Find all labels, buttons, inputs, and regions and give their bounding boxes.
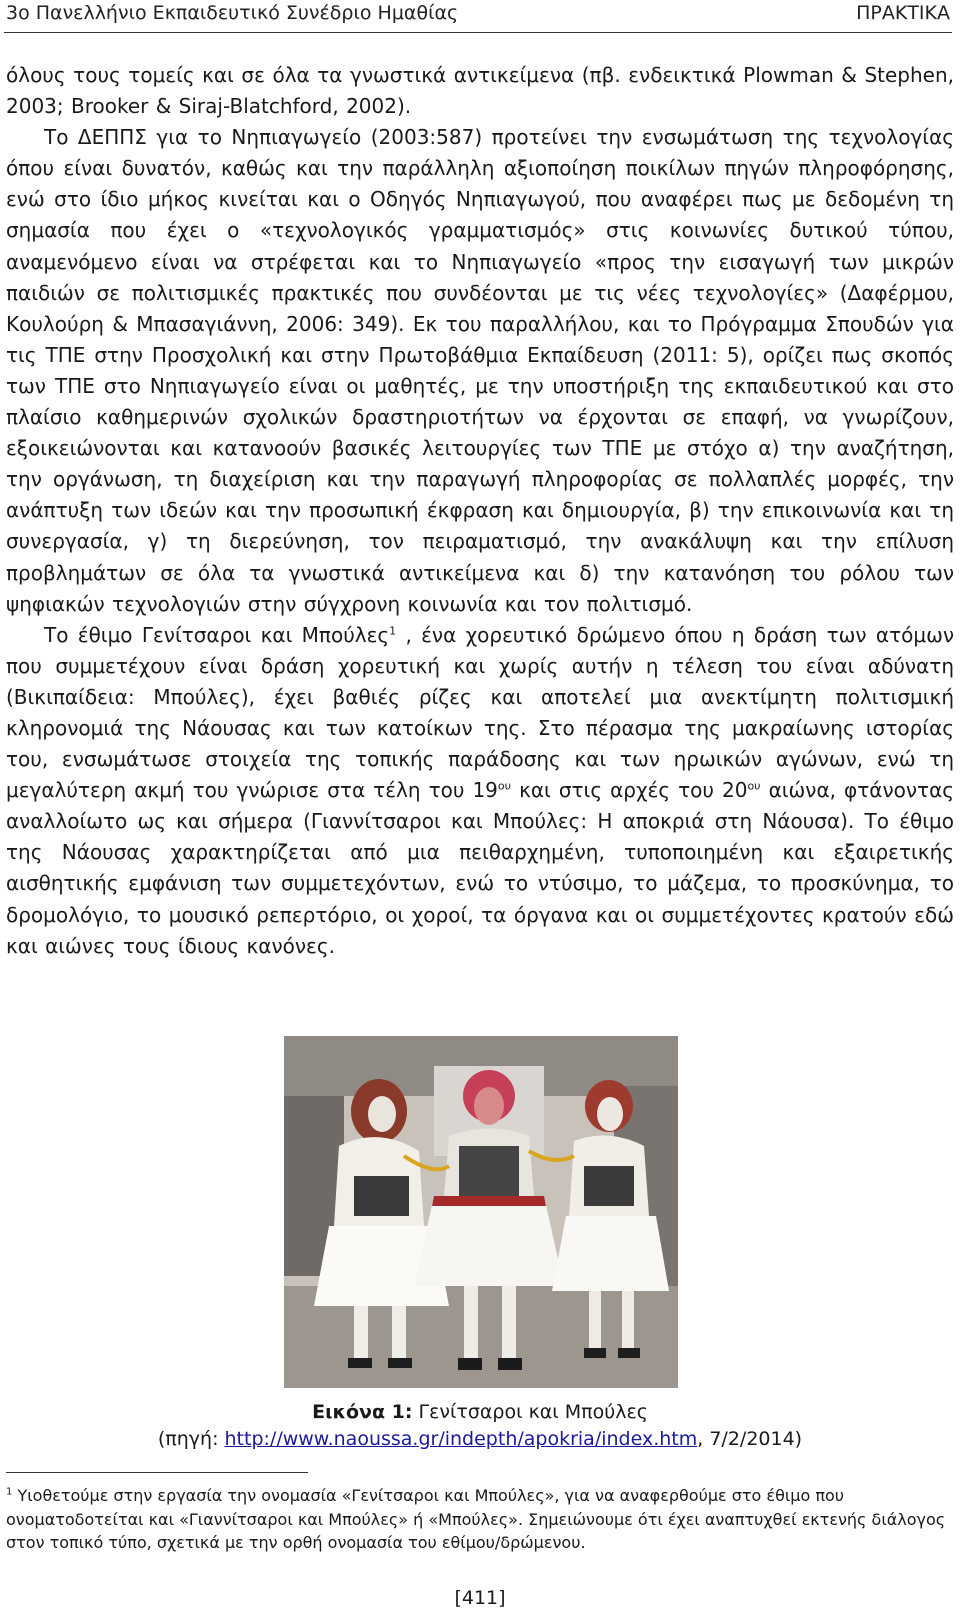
header-section-label: ΠΡΑΚΤΙΚΑ xyxy=(856,2,950,24)
caption-source-date: , 7/2/2014) xyxy=(697,1428,803,1450)
source-link[interactable]: http://www.naoussa.gr/indepth/apokria/index.htm xyxy=(224,1428,698,1450)
footnote-reference[interactable]: 1 xyxy=(389,624,397,638)
paragraph-3-text-a: Το έθιμο Γενίτσαροι και Μπούλες xyxy=(44,622,390,647)
ordinal-suffix: ου xyxy=(747,779,761,793)
footnote-divider xyxy=(6,1472,308,1473)
paragraph-3-text-c: και στις αρχές του 20 xyxy=(511,778,748,803)
main-text xyxy=(6,60,954,962)
paragraph-3 xyxy=(6,620,954,962)
caption-label: Εικόνα 1: xyxy=(312,1401,413,1423)
photo-illustration xyxy=(284,1036,678,1388)
paragraph-3-text-d: αιώνα, φτάνοντας αναλλοίωτο ως και σήμερα (Γιαννίτσαροι και Μπούλες: Η αποκριά στη Νάουσα). Το έθιμο της Νάουσας χαρακτηρίζεται από μια πειθαρχημένη, τυποποιημένη και εξαιρετικής αισθητικής εμφάνιση των συμμετεχόντων, ενώ το ντύσιμο, το μάζεμα, το προσκύνημα, το δρομολόγιο, το μουσικό ρεπερτόριο, οι χοροί, τα όργανα και οι συμμετέχοντες κρατούν εδώ και αιώνες τους ίδιους κανόνες. xyxy=(6,778,955,958)
caption-source-prefix: (πηγή: xyxy=(157,1428,225,1450)
figure-photo-genitsaroi xyxy=(284,1036,678,1388)
caption-title: Γενίτσαροι και Μπούλες xyxy=(412,1401,648,1423)
ordinal-suffix: ου xyxy=(497,779,512,793)
footnote-number: 1 xyxy=(6,1486,13,1498)
header-divider xyxy=(4,32,952,33)
caption-source-line xyxy=(0,1426,960,1453)
footnote-text: Υιοθετούμε στην εργασία την ονομασία «Γενίτσαροι και Μπούλες», για να αναφερθούμε στο έθιμο που ονοματοδοτείται και «Γιαννίτσαροι και Μπούλες» ή «Μπούλες». Σημειώνουμε ότι έχει αναπτυχθεί εκτενής διάλογος στον τοπικό τύπο, σχετικά με την ορθή ονομασία του εθίμου/δρώμενου. xyxy=(6,1486,946,1552)
caption-title-line xyxy=(0,1399,960,1426)
figure-caption xyxy=(0,1399,960,1453)
running-header xyxy=(6,0,950,30)
header-conference-title: 3ο Πανελλήνιο Εκπαιδευτικό Συνέδριο Ημαθίας xyxy=(6,2,459,24)
paragraph-1: όλους τους τομείς και σε όλα τα γνωστικά αντικείμενα (πβ. ενδεικτικά Plowman & Stephen, 2003; Brooker & Siraj-Blatchford, 2002). xyxy=(6,63,954,119)
page-number: [411] xyxy=(454,1587,506,1609)
paragraph-2: Το ΔΕΠΠΣ για το Νηπιαγωγείο (2003:587) προτείνει την ενσωμάτωση της τεχνολογίας όπου είναι δυνατόν, καθώς και την παράλληλη αξιοποίηση ποικίλων πηγών πληροφόρησης, ενώ στο ίδιο μήκος κινείται και ο Οδηγός Νηπιαγωγού, που αναφέρει πως με δεδομένη τη σημασία που έχει ο «τεχνολογικός γραμματισμός» στις κοινωνίες δυτικού τύπου, αναμενόμενο είναι να στρέφεται και το Νηπιαγωγείο «προς την εισαγωγή των μικρών παιδιών σε πολιτισμικές πρακτικές που συνδέονται με τις νέες τεχνολογίες» (Δαφέρμου, Κουλούρη & Μπασαγιάννη, 2006: 349). Εκ του παραλλήλου, και το Πρόγραμμα Σπουδών για τις ΤΠΕ στην Προσχολική και στην Πρωτοβάθμια Εκπαίδευση (2011: 5), ορίζει πως σκοπός των ΤΠΕ στο Νηπιαγωγείο είναι οι μαθητές, με την υποστήριξη της εκπαιδευτικού και στο πλαίσιο καθημερινών σχολικών δραστηριοτήτων να έρχονται σε επαφή, να γνωρίζουν, εξοικειώνονται και κατανοούν βασικές λειτουργίες των ΤΠΕ με στόχο α) την αναζήτηση, την οργάνωση, τη διαχείριση και την παραγωγή πληροφορίας σε πολλαπλές μορφές, την ανάπτυξη των ιδεών και την προσωπική έκφραση και δημιουργία, β) την επικοινωνία και τη συνεργασία, γ) τη διερεύνηση, τον πειραματισμό, την ανακάλυψη και την επίλυση προβλημάτων σε όλα τα γνωστικά αντικείμενα και δ) την κατανόηση του ρόλου των ψηφιακών τεχνολογιών στην σύγχρονη κοινωνία και τον πολιτισμό. xyxy=(6,125,954,616)
footnote xyxy=(6,1484,950,1555)
paragraph-3-text-b: , ένα χορευτικό δρώμενο όπου η δράση των ατόμων που συμμετέχουν είναι δράση χορευτική και χωρίς αυτήν η τέλεση του είναι αδύνατη (Βικιπαίδεια: Μπούλες), έχει βαθιές ρίζες και αποτελεί μια ανεκτίμητη πολιτισμική κληρονομιά της Νάουσας και των κατοίκων της. Στο πέρασμα της μακραίωνης ιστορίας του, ενσωμάτωσε στοιχεία της τοπικής παράδοσης και των ηρωικών αγώνων, ενώ τη μεγαλύτερη ακμή του γνώρισε στα τέλη του 19 xyxy=(6,622,954,803)
